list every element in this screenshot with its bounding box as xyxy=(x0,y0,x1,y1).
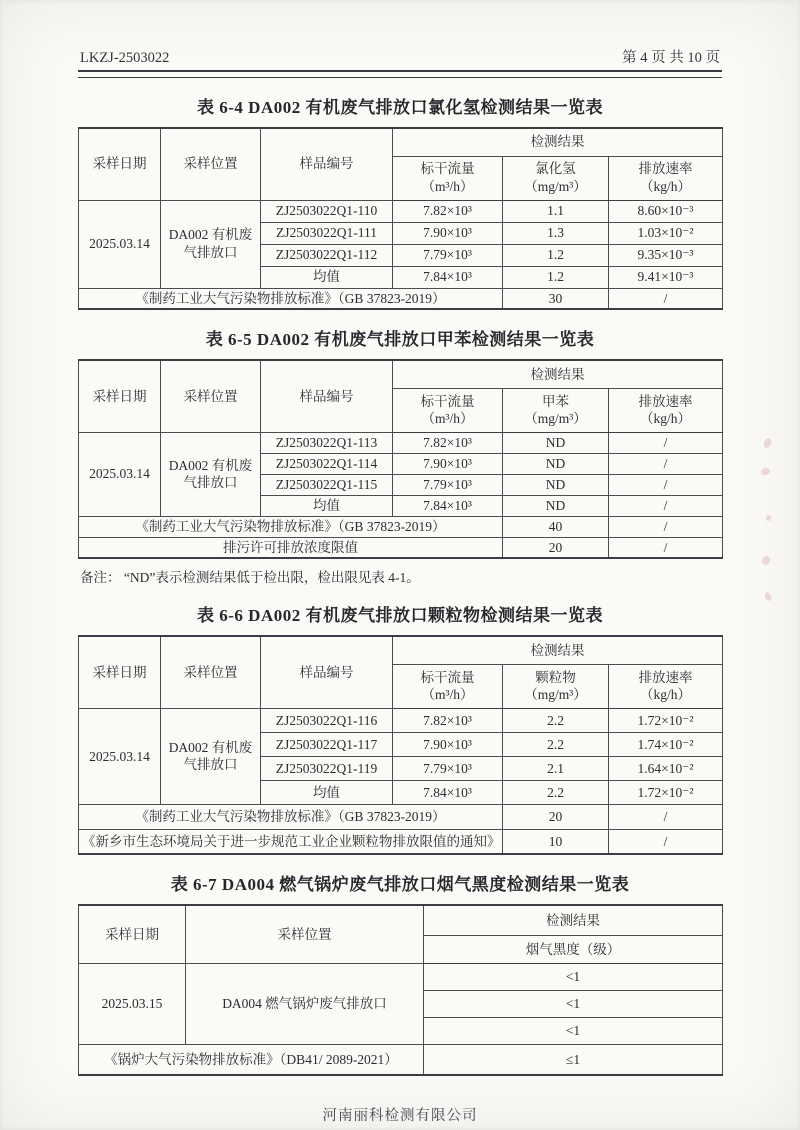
col-header-flow: 标干流量 （m³/h） xyxy=(393,388,503,432)
standard-conc: 40 xyxy=(503,516,609,537)
sample-location: DA004 燃气锅炉废气排放口 xyxy=(186,963,424,1044)
standard-row xyxy=(79,288,723,309)
flow-value: 7.84×10³ xyxy=(393,780,503,804)
standard-row xyxy=(79,804,723,829)
col-header-flow: 标干流量 （m³/h） xyxy=(393,664,503,708)
sample-id: ZJ2503022Q1-112 xyxy=(261,244,393,266)
sample-id: ZJ2503022Q1-117 xyxy=(261,732,393,756)
col-header-sample: 样品编号 xyxy=(261,128,393,200)
flow-value: 7.82×10³ xyxy=(393,708,503,732)
col-header-analyte: 颗粒物 （mg/m³） xyxy=(503,664,609,708)
flow-value: 7.82×10³ xyxy=(393,432,503,453)
sample-date: 2025.03.14 xyxy=(79,200,161,288)
sample-id: ZJ2503022Q1-119 xyxy=(261,756,393,780)
permit-limit-label: 排污许可排放浓度限值 xyxy=(79,537,503,558)
flow-value: 7.84×10³ xyxy=(393,266,503,288)
rate-value: 1.64×10⁻² xyxy=(609,756,723,780)
standard-label: 《制药工业大气污染物排放标准》（GB 37823-2019） xyxy=(79,516,503,537)
standard-label: 《锅炉大气污染物排放标准》（DB41/ 2089-2021） xyxy=(79,1044,424,1075)
table-row xyxy=(79,432,723,453)
conc-value: 1.1 xyxy=(503,200,609,222)
notice-limit-rate: / xyxy=(609,829,723,854)
table-6-6-title: 表 6-6 DA002 有机废气排放口颗粒物检测结果一览表 xyxy=(197,606,603,626)
col-header-analyte: 氯化氢 （mg/m³） xyxy=(503,156,609,200)
sample-location: DA002 有机废气排放口 xyxy=(161,200,261,288)
col-header-location: 采样位置 xyxy=(161,360,261,432)
col-header-date: 采样日期 xyxy=(79,905,186,963)
rate-value: 8.60×10⁻³ xyxy=(609,200,723,222)
standard-rate: / xyxy=(609,516,723,537)
conc-value: ND xyxy=(503,453,609,474)
flow-value: 7.79×10³ xyxy=(393,756,503,780)
conc-value: 2.2 xyxy=(503,708,609,732)
document-number: LKZJ-2503022 xyxy=(80,50,170,66)
flow-value: 7.90×10³ xyxy=(393,453,503,474)
col-header-date: 采样日期 xyxy=(79,128,161,200)
flow-value: 7.79×10³ xyxy=(393,244,503,266)
sample-location: DA002 有机废气排放口 xyxy=(161,708,261,804)
col-header-result: 检测结果 xyxy=(424,905,723,935)
rate-value: 1.72×10⁻² xyxy=(609,780,723,804)
permit-limit-rate: / xyxy=(609,537,723,558)
sample-location: DA002 有机废气排放口 xyxy=(161,432,261,516)
smoke-value: <1 xyxy=(424,1017,723,1044)
standard-label: 《制药工业大气污染物排放标准》（GB 37823-2019） xyxy=(79,804,503,829)
conc-value: ND xyxy=(503,474,609,495)
col-header-result: 检测结果 xyxy=(393,360,723,388)
flow-value: 7.90×10³ xyxy=(393,222,503,244)
table-6-5-title: 表 6-5 DA002 有机废气排放口甲苯检测结果一览表 xyxy=(205,330,595,350)
col-header-rate: 排放速率 （kg/h） xyxy=(609,156,723,200)
table-6-7-title: 表 6-7 DA004 燃气锅炉废气排放口烟气黑度检测结果一览表 xyxy=(170,875,630,895)
col-header-analyte: 甲苯 （mg/m³） xyxy=(503,388,609,432)
col-header-location: 采样位置 xyxy=(161,128,261,200)
conc-value: 2.1 xyxy=(503,756,609,780)
col-header-rate: 排放速率 （kg/h） xyxy=(609,664,723,708)
sample-id: ZJ2503022Q1-116 xyxy=(261,708,393,732)
table-row xyxy=(79,200,723,222)
smoke-value: <1 xyxy=(424,990,723,1017)
notice-limit-conc: 10 xyxy=(503,829,609,854)
conc-value: ND xyxy=(503,495,609,516)
table-row xyxy=(79,708,723,732)
rate-value: 1.72×10⁻² xyxy=(609,708,723,732)
rate-value: / xyxy=(609,432,723,453)
conc-value: 1.2 xyxy=(503,266,609,288)
standard-value: ≤1 xyxy=(424,1044,723,1075)
sample-id: ZJ2503022Q1-114 xyxy=(261,453,393,474)
page-number: 第 4 页 共 10 页 xyxy=(622,50,720,66)
company-name: 河南丽科检测有限公司 xyxy=(322,1108,478,1125)
col-header-location: 采样位置 xyxy=(186,905,424,963)
col-header-flow: 标干流量 （m³/h） xyxy=(393,156,503,200)
permit-limit-row xyxy=(79,537,723,558)
flow-value: 7.79×10³ xyxy=(393,474,503,495)
table-6-6 xyxy=(78,635,723,855)
table-row xyxy=(79,963,723,990)
notice-limit-label: 《新乡市生态环境局关于进一步规范工业企业颗粒物排放限值的通知》 xyxy=(79,829,503,854)
sample-date: 2025.03.14 xyxy=(79,708,161,804)
sample-id: ZJ2503022Q1-111 xyxy=(261,222,393,244)
table-6-7 xyxy=(78,904,723,1076)
conc-value: 2.2 xyxy=(503,780,609,804)
col-header-location: 采样位置 xyxy=(161,636,261,708)
col-header-smoke: 烟气黑度（级） xyxy=(424,935,723,963)
standard-label: 《制药工业大气污染物排放标准》（GB 37823-2019） xyxy=(79,288,503,309)
col-header-rate: 排放速率 （kg/h） xyxy=(609,388,723,432)
table-6-4 xyxy=(78,127,723,310)
standard-row xyxy=(79,1044,723,1075)
sample-id: ZJ2503022Q1-113 xyxy=(261,432,393,453)
rate-value: / xyxy=(609,453,723,474)
conc-value: 1.3 xyxy=(503,222,609,244)
standard-conc: 30 xyxy=(503,288,609,309)
sample-date: 2025.03.14 xyxy=(79,432,161,516)
mean-label: 均值 xyxy=(261,780,393,804)
conc-value: 2.2 xyxy=(503,732,609,756)
col-header-date: 采样日期 xyxy=(79,636,161,708)
col-header-result: 检测结果 xyxy=(393,128,723,156)
sample-date: 2025.03.15 xyxy=(79,963,186,1044)
col-header-date: 采样日期 xyxy=(79,360,161,432)
standard-rate: / xyxy=(609,288,723,309)
table-6-5 xyxy=(78,359,723,559)
notice-limit-row xyxy=(79,829,723,854)
conc-value: ND xyxy=(503,432,609,453)
col-header-sample: 样品编号 xyxy=(261,360,393,432)
page-header xyxy=(78,46,722,70)
flow-value: 7.82×10³ xyxy=(393,200,503,222)
rate-value: / xyxy=(609,495,723,516)
permit-limit-conc: 20 xyxy=(503,537,609,558)
sample-id: ZJ2503022Q1-110 xyxy=(261,200,393,222)
table-6-4-title: 表 6-4 DA002 有机废气排放口氯化氢检测结果一览表 xyxy=(197,98,603,117)
standard-rate: / xyxy=(609,804,723,829)
sample-id: ZJ2503022Q1-115 xyxy=(261,474,393,495)
rate-value: 9.35×10⁻³ xyxy=(609,244,723,266)
standard-row xyxy=(79,516,723,537)
rate-value: 9.41×10⁻³ xyxy=(609,266,723,288)
nd-note: 备注： “ND”表示检测结果低于检出限，检出限见表 4-1。 xyxy=(80,570,420,586)
rate-value: 1.03×10⁻² xyxy=(609,222,723,244)
handwriting-smudge xyxy=(766,515,771,521)
header-rule xyxy=(78,70,722,78)
conc-value: 1.2 xyxy=(503,244,609,266)
flow-value: 7.90×10³ xyxy=(393,732,503,756)
standard-conc: 20 xyxy=(503,804,609,829)
col-header-sample: 样品编号 xyxy=(261,636,393,708)
col-header-result: 检测结果 xyxy=(393,636,723,664)
flow-value: 7.84×10³ xyxy=(393,495,503,516)
rate-value: 1.74×10⁻² xyxy=(609,732,723,756)
smoke-value: <1 xyxy=(424,963,723,990)
rate-value: / xyxy=(609,474,723,495)
mean-label: 均值 xyxy=(261,495,393,516)
mean-label: 均值 xyxy=(261,266,393,288)
